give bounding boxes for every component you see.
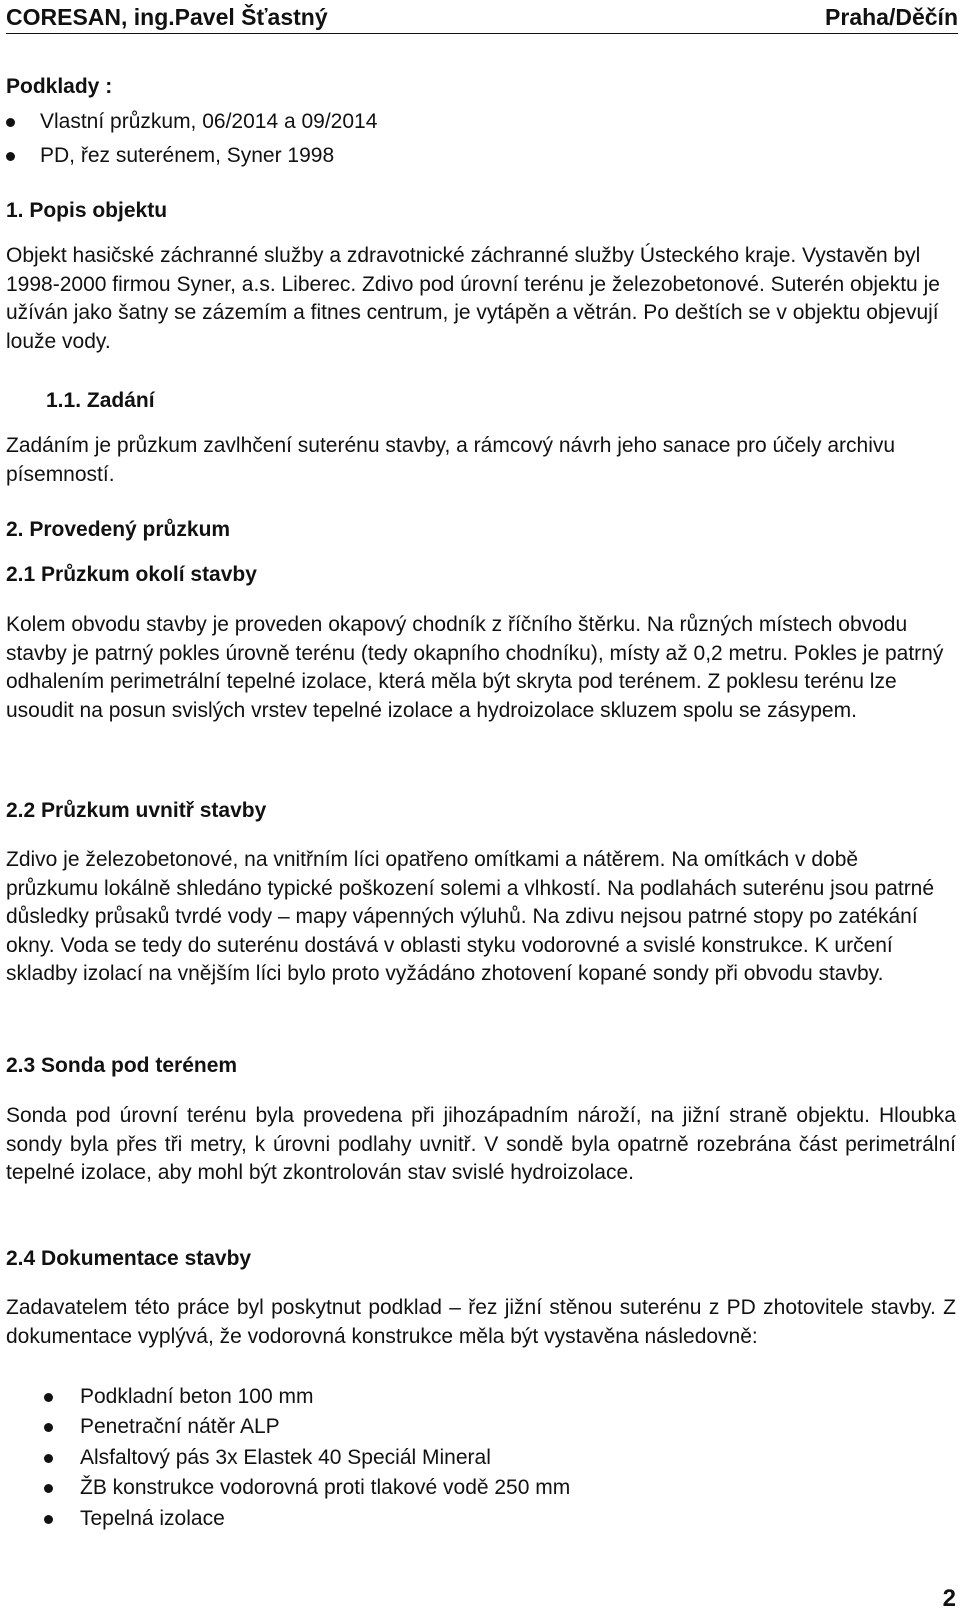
header-company: CORESAN, ing.Pavel Šťastný <box>6 4 328 30</box>
section-heading: 2.1 Průzkum okolí stavby <box>6 563 257 586</box>
bullet-icon <box>44 1484 53 1493</box>
list-item: Podkladní beton 100 mm <box>6 1382 956 1412</box>
section-heading: 1. Popis objektu <box>6 199 168 222</box>
section-body: Zadavatelem této práce byl poskytnut podklad – řez jižní stěnou suterénu z PD zhotovitele stavby. Z dokumentace vyplývá, že vodorovná konstrukce měla být vystavěna následovně: <box>6 1296 956 1348</box>
page-header <box>6 0 958 34</box>
bullet-icon <box>6 118 15 127</box>
section-body: Sonda pod úrovní terénu byla provedena při jihozápadním nároží, na jižní straně objektu. Hloubka sondy byla přes tři metry, k úrovni podlahy uvnitř. V sondě byla opatrně rozebrána část perimetrální tepelné izolace, aby mohl být zkontrolován stav svislé hydroizolace. <box>6 1104 956 1184</box>
section-heading: 2.3 Sonda pod terénem <box>6 1054 238 1077</box>
bullet-icon <box>6 152 15 161</box>
section-heading: 2.4 Dokumentace stavby <box>6 1247 252 1270</box>
list-item: Penetrační nátěr ALP <box>6 1412 956 1442</box>
list-item: ŽB konstrukce vodorovná proti tlakové vodě 250 mm <box>6 1473 956 1503</box>
list-item: Alsfaltový pás 3x Elastek 40 Speciál Mineral <box>6 1443 956 1473</box>
section-heading: 2.2 Průzkum uvnitř stavby <box>6 799 267 822</box>
bullet-icon <box>44 1393 53 1402</box>
page-number: 2 <box>942 1585 956 1612</box>
section-body: Zadáním je průzkum zavlhčení suterénu stavby, a rámcový návrh jeho sanace pro účely archivu písemností. <box>6 434 896 486</box>
section-body: Zdivo je železobetonové, na vnitřním líci opatřeno omítkami a nátěrem. Na omítkách v době průzkumu lokálně shledáno typické poškození solemi a vlhkostí. Na podlahách suterénu jsou patrné důsledky průsaků tvrdé vody – mapy vápenných výluhů. Na zdivu nejsou patrné stopy po zatékání okny. Voda se tedy do suterénu dostává v oblasti styku vodorovné a svislé konstrukce. K určení skladby izolací na vnějším líci bylo proto vyžádáno zhotovení kopané sondy při obvodu stavby. <box>6 848 935 985</box>
list-item: Vlastní průzkum, 06/2014 a 09/2014 <box>6 105 956 139</box>
podklady-list <box>6 105 956 173</box>
section-body: Kolem obvodu stavby je proveden okapový chodník z říčního štěrku. Na různých místech obvodu stavby je patrný pokles úrovně terénu (tedy okapního chodníku), místy až 0,2 metru. Pokles je patrný odhalením perimetrální tepelné izolace, která měla být skryta pod terénem. Z poklesu terénu lze usoudit na posun svislých vrstev tepelné izolace a hydroizolace skluzem spolu se zásypem. <box>6 613 944 722</box>
bullet-icon <box>44 1515 53 1524</box>
podklady-title: Podklady : <box>6 75 113 98</box>
header-location: Praha/Děčín <box>825 4 958 30</box>
construction-layers-list <box>6 1382 956 1534</box>
bullet-icon <box>44 1454 53 1463</box>
bullet-icon <box>44 1423 53 1432</box>
section-heading: 1.1. Zadání <box>46 389 155 412</box>
list-item: PD, řez suterénem, Syner 1998 <box>6 139 956 173</box>
section-heading: 2. Provedený průzkum <box>6 518 231 541</box>
section-body: Objekt hasičské záchranné služby a zdravotnické záchranné služby Ústeckého kraje. Vystavěn byl 1998-2000 firmou Syner, a.s. Liberec. Zdivo pod úrovní terénu je železobetonové. Suterén objektu je užíván jako šatny se zázemím a fitnes centrum, je vytápěn a větrán. Po deštích se v objektu objevují louže vody. <box>6 244 940 353</box>
list-item: Tepelná izolace <box>6 1504 956 1534</box>
